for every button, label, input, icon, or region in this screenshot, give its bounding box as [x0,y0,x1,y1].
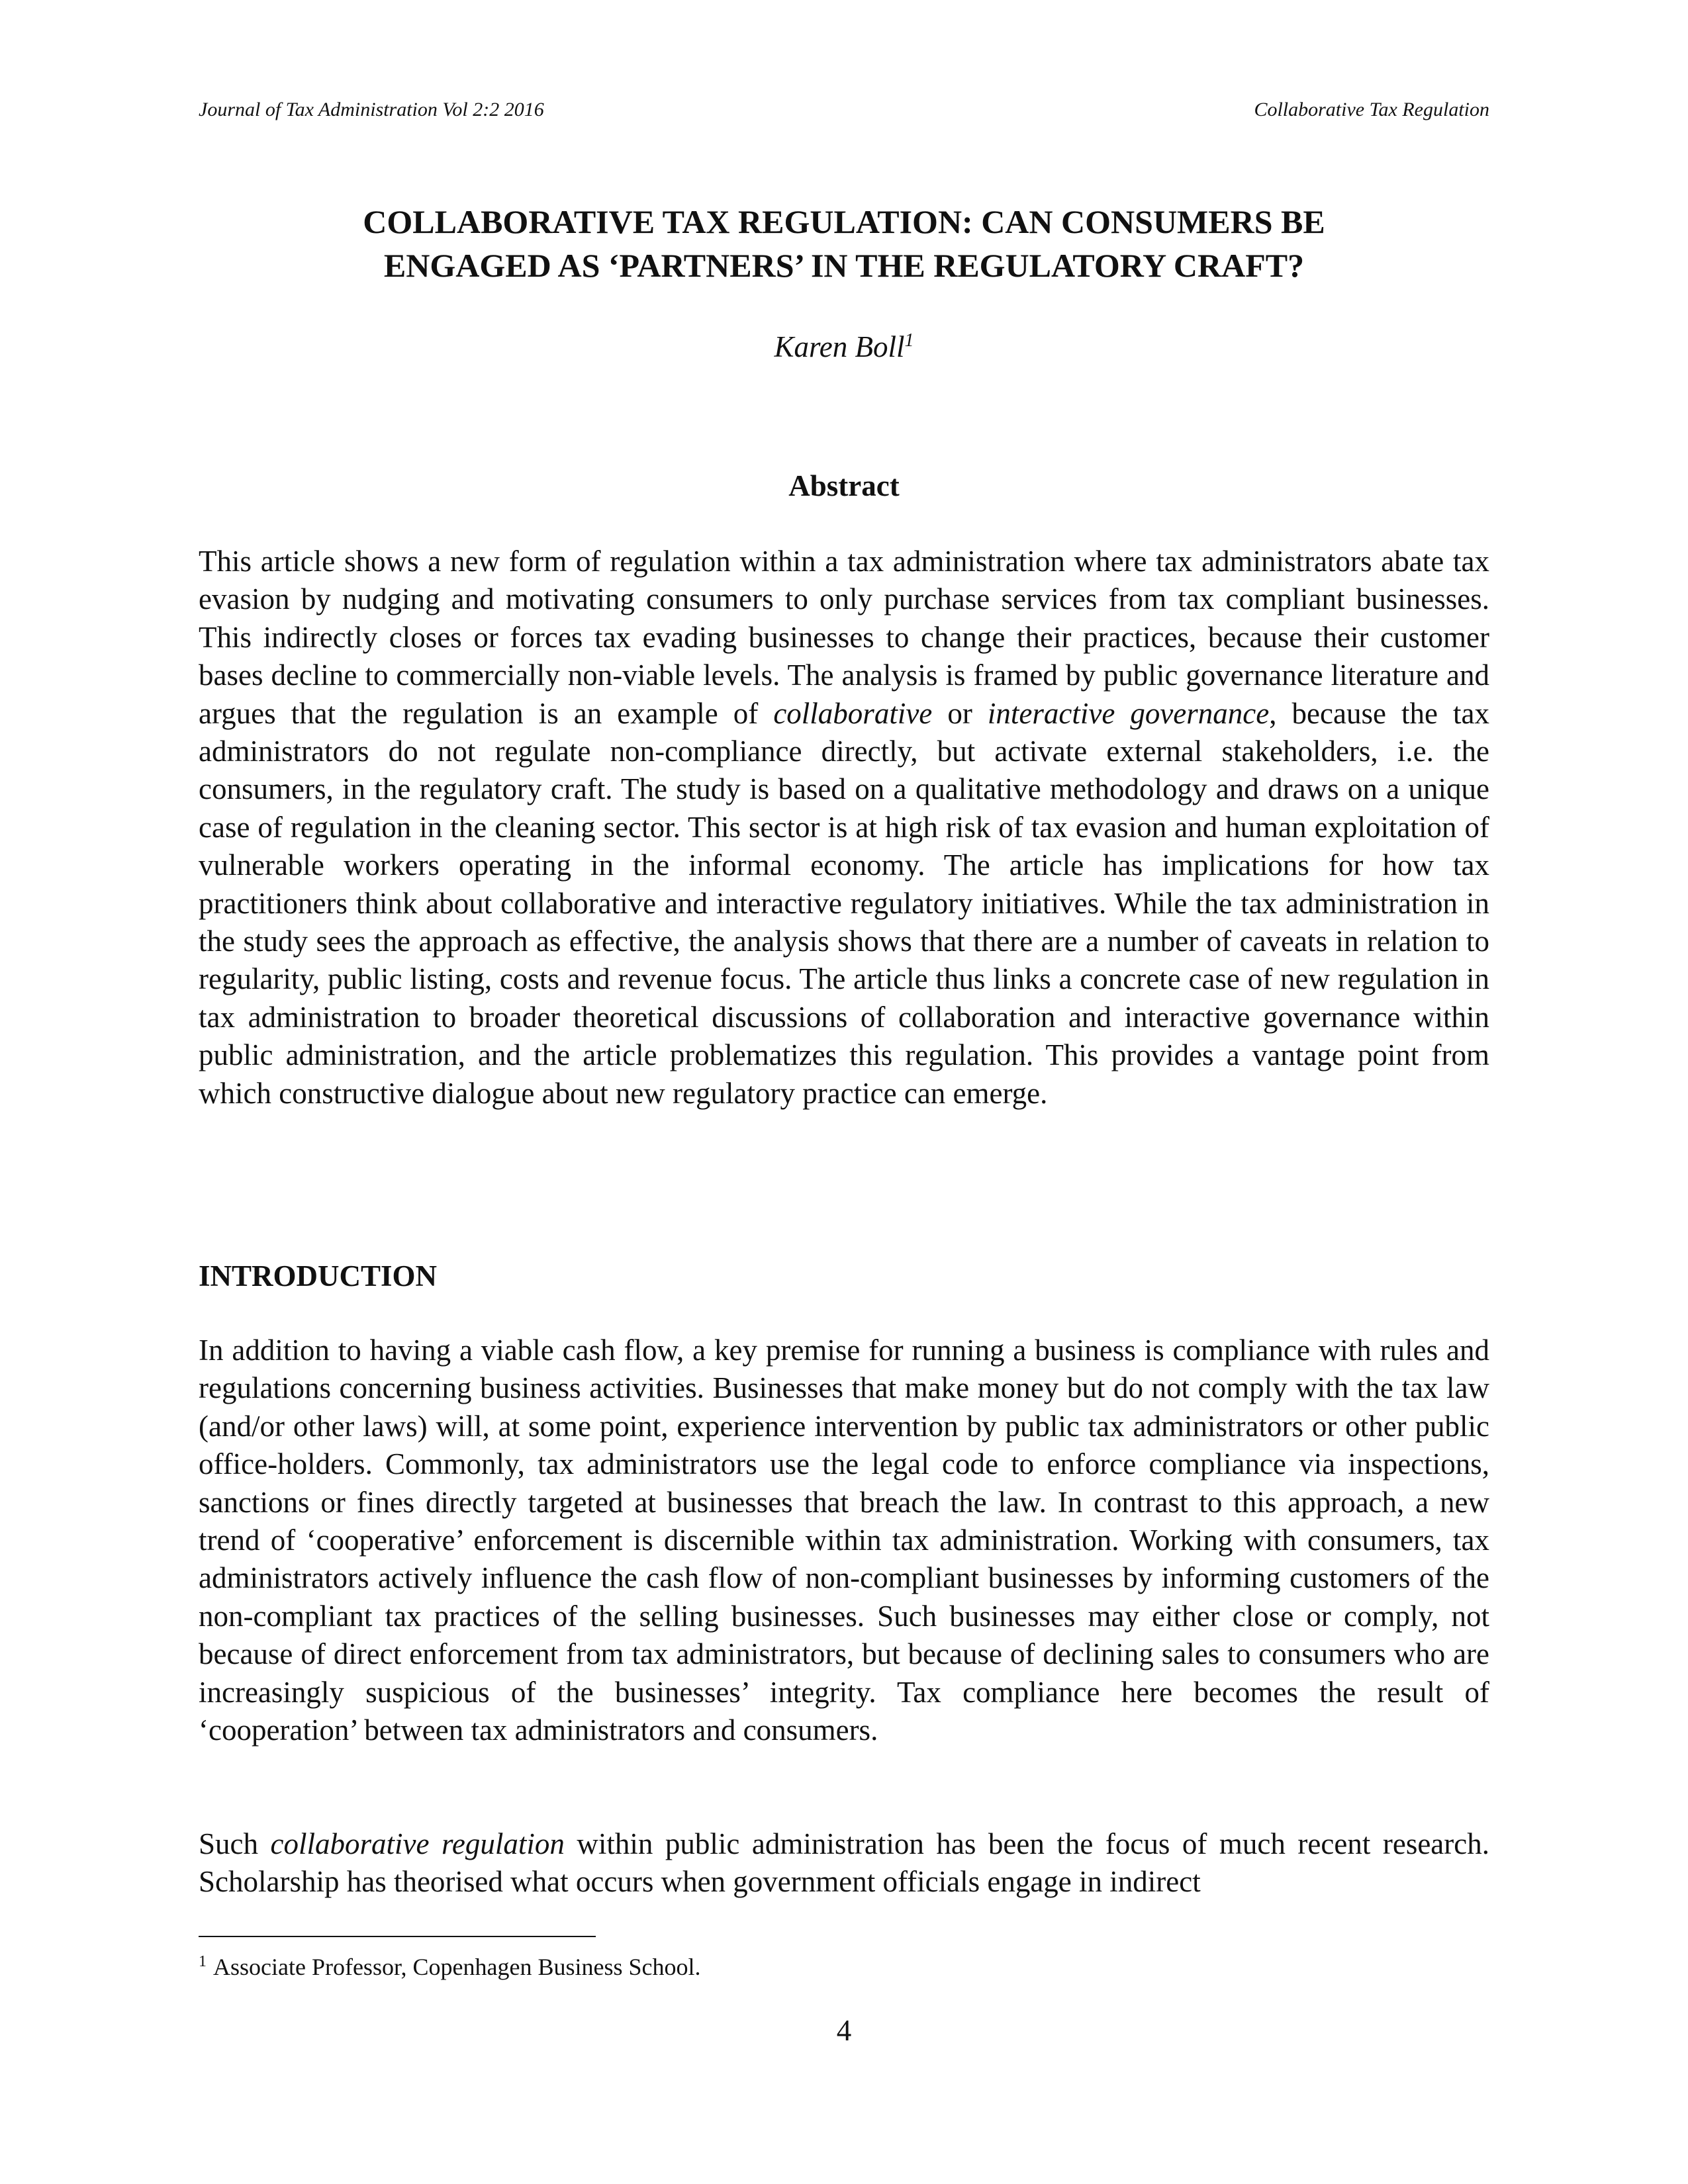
article-title [199,200,1489,287]
intro-p2-text-rest: within public administration has been the focus of much recent research. Scholarship has theorised what occurs when government officials engage in indirect [199,1827,1489,1899]
abstract-body [199,543,1489,1113]
footnote-separator [199,1936,596,1937]
abstract-text-2: or [932,696,988,730]
abstract-emphasis-1: collaborative [773,696,933,730]
running-title: Collaborative Tax Regulation [1254,99,1489,120]
intro-p2-emphasis: collaborative regulation [270,1827,565,1860]
abstract-heading: Abstract [788,469,900,502]
title-line-1: COLLABORATIVE TAX REGULATION: CAN CONSUMERS BE [363,203,1325,240]
abstract-text-1: This article shows a new form of regulation within a tax administration where tax administrators abate tax evasion by nudging and motivating consumers to only purchase services from tax compliant businesses. This indirectly closes or forces tax evading businesses to change their practices, because their customer bases decline to commercially non-viable levels. The analysis is framed by public governance literature and argues that the regulation is an example of [199,545,1489,730]
running-header [199,98,1489,122]
abstract-text-3: , because the tax administrators do not regulate non-compliance directly, but activate external stakeholders, i.e. the consumers, in the regulatory craft. The study is based on a qualitative methodology and draws on a unique case of regulation in the cleaning sector. This sector is at high risk of tax evasion and human exploitation of vulnerable workers operating in the informal economy. The article has implications for how tax practitioners think about collaborative and interactive regulatory initiatives. While the tax administration in the study sees the approach as effective, the analysis shows that there are a number of caveats in relation to regularity, public listing, costs and revenue focus. The article thus links a concrete case of new regulation in tax administration to broader theoretical discussions of collaboration and interactive governance within public administration, and the article problematizes this regulation. This provides a vantage point from which constructive dialogue about new regulatory practice can emerge. [199,696,1490,1110]
journal-citation: Journal of Tax Administration Vol 2:2 2016 [199,99,544,120]
intro-p2-text-start: Such [199,1827,271,1860]
intro-paragraph-1: In addition to having a viable cash flow, a key premise for running a business is compliance with rules and regulations concerning business activities. Businesses that make money but do not comply with the tax law (and/or other laws) will, at some point, experience intervention by public tax administrators or other public office-holders. Commonly, tax administrators use the legal code to enforce compliance via inspections, sanctions or fines directly targeted at businesses that breach the law. In contrast to this approach, a new trend of ‘cooperative’ enforcement is discernible within tax administration. Working with consumers, tax administrators actively influence the cash flow of non-compliant businesses by informing customers of the non-compliant tax practices of the selling businesses. Such businesses may either close or comply, not because of direct enforcement from tax administrators, but because of declining sales to consumers who are increasingly suspicious of the businesses’ integrity. Tax compliance here becomes the result of ‘cooperation’ between tax administrators and consumers. [199,1334,1489,1747]
intro-paragraph-2 [199,1825,1489,1901]
author-line [199,328,1489,365]
author-name: Karen Boll [774,330,905,363]
abstract-emphasis-2: interactive governance [987,696,1270,730]
section-heading-introduction: INTRODUCTION [199,1259,438,1293]
footnote [199,1952,1489,1981]
title-line-2: ENGAGED AS ‘PARTNERS’ IN THE REGULATORY CRAFT? [383,247,1305,284]
author-footnote-mark[interactable]: 1 [904,330,914,351]
footnote-text: Associate Professor, Copenhagen Business School. [213,1954,701,1980]
page-number: 4 [836,2014,852,2047]
footnote-mark: 1 [199,1953,207,1970]
